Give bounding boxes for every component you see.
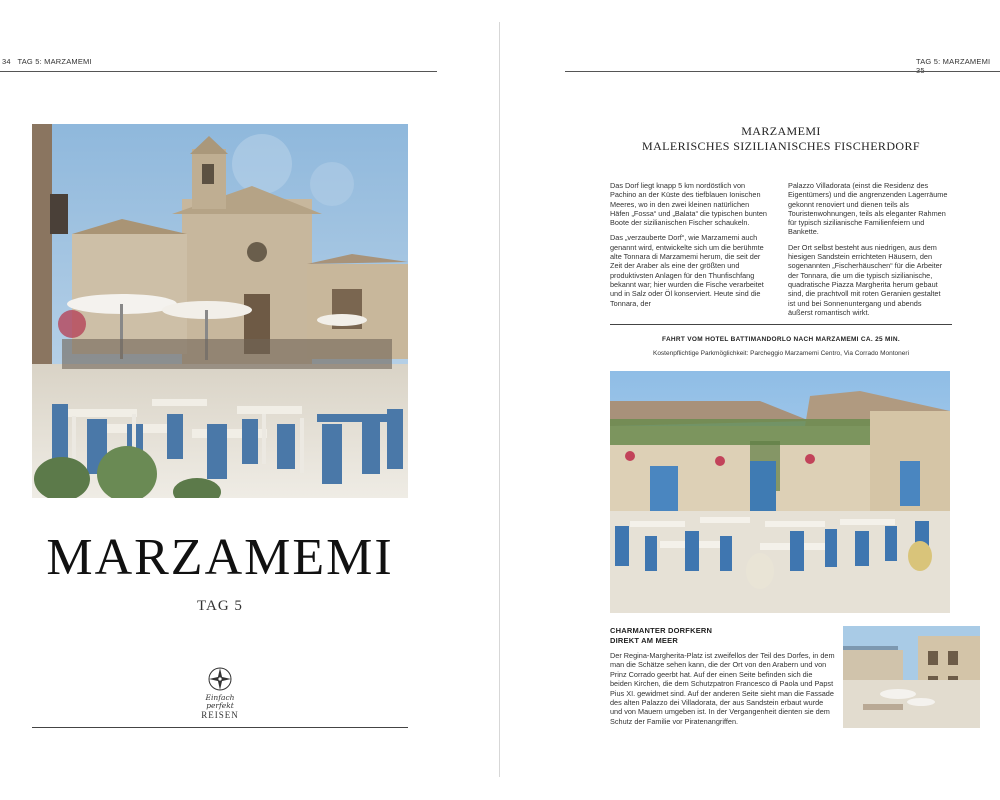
paragraph: Das Dorf liegt knapp 5 km nordöstlich von Pachino an der Küste des tiefblauen Ionischen Meeres, wo in den zwei kleinen natürlichen Häfen „Fossa“ und „Balata“ die typischen bunten Boote der sizilianischen Fischer schaukeln.: [610, 181, 767, 228]
paragraph: Palazzo Villadorata (einst die Residenz des Eigentümers) und die angrenzenden Lagerräume gekonnt renoviert und dienen teils als Touristenwohnungen, teils als eleganter Rahmen für typisch sizilianische Familienfeiern und Bankette.: [788, 181, 948, 237]
running-head-left: [2, 57, 92, 66]
day-label: TAG 5: [197, 598, 243, 614]
running-head-text: TAG 5: MARZAMEMI: [916, 57, 991, 66]
header-rule: [565, 71, 1000, 72]
page-number: 34: [2, 57, 11, 66]
small-photo: [843, 626, 980, 728]
logo-script: Einfach perfekt: [205, 693, 235, 710]
logo-wordmark: REISEN: [201, 710, 239, 720]
chapter-title: MARZAMEMI: [46, 529, 394, 586]
travel-info: FAHRT VOM HOTEL BATTIMANDORLO NACH MARZAMEMI CA. 25 MIN.: [662, 336, 900, 343]
article-title-line2: MALERISCHES SIZILIANISCHES FISCHERDORF: [642, 139, 920, 153]
paragraph: Der Ort selbst besteht aus niedrigen, aus dem hiesigen Sandstein errichteten Häusern, den sogenannten „Fischerhäuschen“ für die Arbeiter der Tonnara, die um die typisch sizilianische, quadratische Piazza Margherita herum gebaut sind, die prachtvoll mit roten Geranien gestaltet ist und bei Sonnenuntergang und abends äußerst romantisch wirkt.: [788, 242, 943, 317]
square-photo: [610, 371, 950, 613]
text-column-1: [610, 181, 770, 314]
parking-info: Kostenpflichtige Parkmöglichkeit: Parcheggio Marzamemi Centro, Via Corrado Montoneri: [652, 350, 910, 357]
text-column-2: [788, 181, 948, 323]
article-title-line1: MARZAMEMI: [741, 124, 821, 138]
running-head-right: [916, 57, 1000, 75]
header-rule: [0, 71, 437, 72]
footer-rule: [32, 727, 408, 728]
section-body: Der Regina-Margherita-Platz ist zweifellos der Teil des Dorfes, in dem man die Schätze sehen kann, die der Ort von den Arabern und von Prinz Corrado geerbt hat. Auf der einen Seite befinden sich die beiden Kirchen, die dem Schutzpatron Francesco di Paola und Papst Pius XI. gewidmet sind. Auf der anderen Seite sieht man die Fassade des alten Palazzo dei Villadorata, der aus Sandstein erbaut wurde und von Mauern umgeben ist. In der Vergangenheit dienten sie dem Schutz der Familie vor Piratenangriffen.: [610, 651, 835, 726]
compass-icon: [190, 664, 250, 694]
paragraph: Das „verzauberte Dorf“, wie Marzamemi auch genannt wird, entwickelte sich um die berühmte alte Tonnara di Marzamemi herum, die seit der Zeit der Araber als eine der größten und produktivsten Anlagen für den Thunfischfang bekannt war; hier wurden die Fische verarbeitet und in Salz oder Öl konserviert. Heute sind die Tonnara, der: [610, 233, 764, 308]
section-rule: [610, 324, 952, 325]
section-heading: CHARMANTER DORFKERN DIREKT AM MEER: [610, 626, 713, 645]
article-title: [610, 124, 952, 154]
hero-photo: [32, 124, 408, 498]
brand-logo: [190, 664, 250, 724]
running-head-text: TAG 5: MARZAMEMI: [17, 57, 92, 66]
